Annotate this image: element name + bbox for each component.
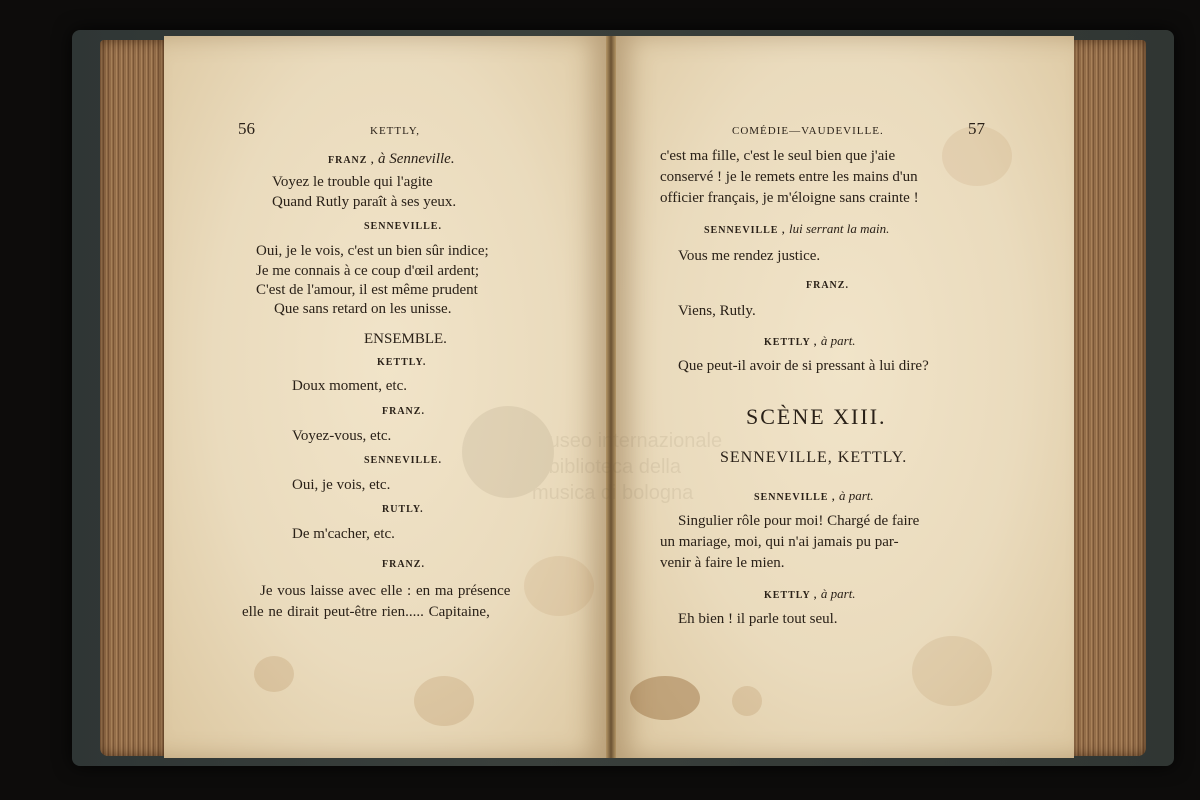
verse-line: Voyez-vous, etc. — [292, 428, 392, 444]
verse-line: Je me connais à ce coup d'œil ardent; — [256, 263, 480, 279]
watermark-text: e biblioteca della — [532, 456, 681, 478]
ensemble-heading: ENSEMBLE. — [364, 331, 447, 347]
foxing-stain — [524, 556, 594, 616]
speaker-kettly: KETTLY. — [377, 357, 427, 368]
prose-line: Viens, Rutly. — [678, 303, 756, 319]
running-head: COMÉDIE—VAUDEVILLE. — [732, 125, 884, 137]
speaker-senneville: SENNEVILLE , à part. — [754, 488, 874, 503]
speaker-senneville: SENNEVILLE. — [364, 455, 442, 466]
verse-line: Voyez le trouble qui l'agite — [272, 174, 433, 190]
prose-line: Que peut-il avoir de si pressant à lui dire? — [678, 358, 929, 374]
speaker-franz: FRANZ. — [382, 559, 425, 570]
speaker-senneville: SENNEVILLE , lui serrant la main. — [704, 221, 890, 236]
speaker-kettly: KETTLY , à part. — [764, 586, 856, 601]
left-page-edges — [100, 40, 166, 756]
verse-line: De m'cacher, etc. — [292, 526, 395, 542]
verse-line: Doux moment, etc. — [292, 378, 407, 394]
running-head: KETTLY, — [370, 125, 420, 137]
prose-line: Vous me rendez justice. — [678, 248, 821, 264]
speaker-franz: FRANZ. — [382, 406, 425, 417]
prose-line: conservé ! je le remets entre les mains d'un — [660, 169, 918, 185]
verse-line: Que sans retard on les unisse. — [274, 301, 452, 317]
prose-line: elle ne dirait peut-être rien..... Capitaine, — [242, 604, 490, 620]
foxing-stain — [254, 656, 294, 692]
verse-line: Oui, je le vois, c'est un bien sûr indice; — [256, 243, 489, 259]
prose-line: un mariage, moi, qui n'ai jamais pu par- — [660, 534, 899, 550]
verse-line: Quand Rutly paraît à ses yeux. — [272, 194, 457, 210]
prose-line: Je vous laisse avec elle : en ma présence — [260, 583, 511, 599]
watermark-text: museo internazionale — [532, 430, 723, 452]
foxing-stain — [912, 636, 992, 706]
scene-heading: SCÈNE XIII. — [746, 404, 887, 429]
speaker-senneville: SENNEVILLE. — [364, 221, 442, 232]
speaker-franz: FRANZ. — [806, 280, 849, 291]
speaker-franz: FRANZ , à Senneville. — [328, 151, 455, 167]
prose-line: c'est ma fille, c'est le seul bien que j'aie — [660, 148, 896, 164]
watermark-text: musica di bologna — [532, 482, 694, 504]
foxing-stain — [732, 686, 762, 716]
prose-line: Singulier rôle pour moi! Chargé de faire — [678, 513, 920, 529]
prose-line: Eh bien ! il parle tout seul. — [678, 611, 838, 627]
speaker-rutly: RUTLY. — [382, 504, 424, 515]
right-page-edges — [1070, 40, 1146, 756]
prose-line: officier français, je m'éloigne sans crainte ! — [660, 190, 919, 206]
page-number: 57 — [968, 119, 985, 138]
prose-line: venir à faire le mien. — [660, 555, 785, 571]
verse-line: Oui, je vois, etc. — [292, 477, 391, 493]
verse-line: C'est de l'amour, il est même prudent — [256, 282, 478, 298]
foxing-stain — [630, 676, 700, 720]
speaker-kettly: KETTLY , à part. — [764, 333, 856, 348]
foxing-stain — [414, 676, 474, 726]
page-number: 56 — [238, 119, 255, 138]
scene-characters: SENNEVILLE, KETTLY. — [720, 449, 908, 466]
